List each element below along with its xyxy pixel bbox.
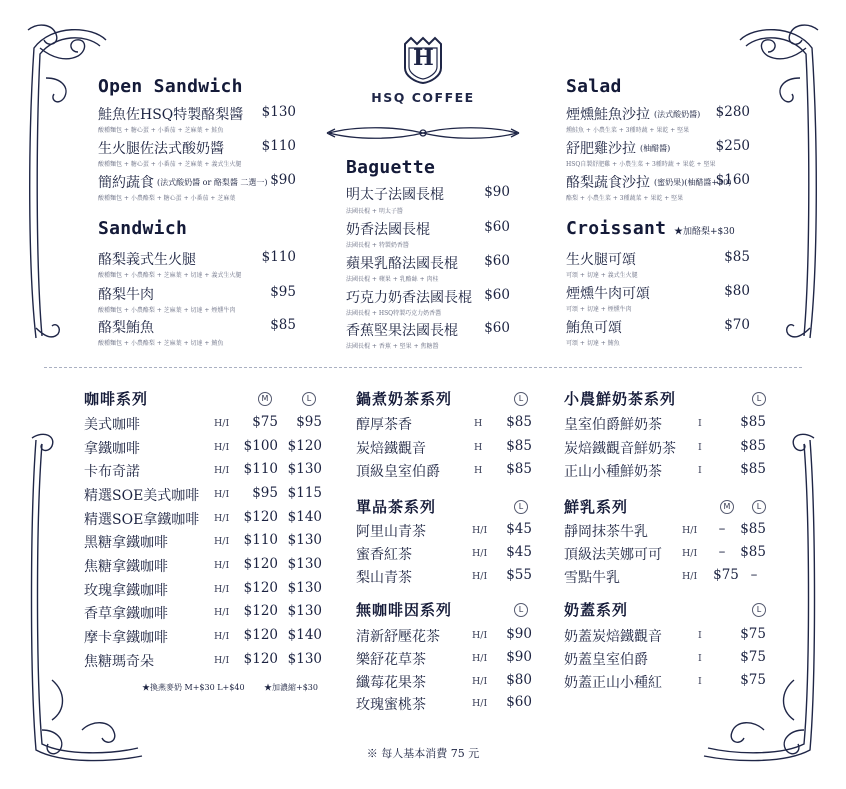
menu-item-name: 酪梨義式生火腿 bbox=[98, 252, 196, 268]
menu-item-price: $90 bbox=[506, 649, 532, 665]
menu-item-temp: H/I bbox=[682, 525, 698, 536]
menu-item-temp: H bbox=[474, 442, 483, 453]
menu-item-price: $85 bbox=[506, 438, 532, 454]
menu-item-price: $90 bbox=[484, 184, 510, 200]
menu-item-temp: I bbox=[698, 676, 702, 687]
menu-item-price-m: $100 bbox=[243, 438, 278, 454]
logo-letter: H bbox=[413, 45, 434, 71]
menu-item-note: (蜜奶果)(柚醋醬+30) bbox=[654, 178, 732, 187]
menu-item-name: 阿里山青茶 bbox=[356, 524, 426, 540]
menu-item-price-l: $95 bbox=[296, 414, 322, 430]
size-l-badge: L bbox=[302, 392, 316, 406]
croissant-title: Croissant bbox=[566, 218, 667, 239]
open-sandwich-title: Open Sandwich bbox=[98, 76, 243, 97]
menu-item-price-m: $120 bbox=[243, 509, 278, 525]
menu-item-temp: I bbox=[698, 442, 702, 453]
menu-item-price-l: $115 bbox=[287, 485, 322, 501]
menu-item-price-m: $75 bbox=[252, 414, 278, 430]
menu-item-price: $160 bbox=[715, 172, 750, 188]
decaf-title: 無咖啡因系列 bbox=[356, 601, 453, 619]
menu-item-desc: 可頌 + 切達 + 鮪魚 bbox=[566, 340, 620, 347]
menu-item-name: 醇厚茶香 bbox=[356, 417, 412, 433]
menu-item-desc: 酸種麵包 + 小農酪梨 + 糖心蛋 + 小番茄 + 芝麻葉 bbox=[98, 195, 236, 202]
minimum-charge-note: ※ 每人基本消費 75 元 bbox=[366, 747, 480, 760]
menu-item-temp: H/I bbox=[214, 489, 230, 500]
menu-item-temp: H bbox=[474, 418, 483, 429]
menu-item-note: (柚醋醬) bbox=[640, 144, 671, 153]
menu-item-price: $110 bbox=[261, 249, 296, 265]
menu-item-price: $85 bbox=[506, 414, 532, 430]
menu-item-temp: H/I bbox=[214, 465, 230, 476]
menu-item-temp: H/I bbox=[214, 418, 230, 429]
menu-item-temp: H/I bbox=[472, 676, 488, 687]
menu-item-name: 炭焙鐵觀音鮮奶茶 bbox=[564, 441, 676, 457]
menu-item-price-l: $130 bbox=[287, 532, 322, 548]
menu-item-price: $55 bbox=[506, 567, 532, 583]
menu-item-price: $45 bbox=[506, 521, 532, 537]
menu-item-temp: H/I bbox=[472, 525, 488, 536]
salad-title: Salad bbox=[566, 76, 622, 97]
fresh-milk-title: 鮮乳系列 bbox=[564, 498, 629, 516]
corner-ornament-bottom-left-icon bbox=[22, 430, 152, 770]
size-l-badge: L bbox=[752, 500, 766, 514]
menu-item-temp: H/I bbox=[214, 631, 230, 642]
menu-item-name: 簡約蔬食 bbox=[98, 175, 154, 191]
menu-item-temp: H/I bbox=[214, 442, 230, 453]
menu-item-price-l: $140 bbox=[287, 627, 322, 643]
menu-item-name: 酪梨牛肉 bbox=[98, 287, 154, 303]
menu-item-price: $75 bbox=[740, 672, 766, 688]
menu-item-temp: H/I bbox=[472, 630, 488, 641]
menu-item-name: 奶蓋炭焙鐵觀音 bbox=[564, 629, 662, 645]
menu-item-price: $60 bbox=[484, 253, 510, 269]
menu-item-desc: 酸種麵包 + 小農酪梨 + 芝麻葉 + 切達 + 煙燻牛肉 bbox=[98, 307, 236, 314]
menu-item-price-l: $130 bbox=[287, 651, 322, 667]
menu-item-price: $75 bbox=[740, 626, 766, 642]
menu-item-price: $280 bbox=[715, 104, 750, 120]
menu-item-price-m: $95 bbox=[252, 485, 278, 501]
menu-item-name: 卡布奇諾 bbox=[84, 464, 140, 480]
menu-item-price: $85 bbox=[270, 317, 296, 333]
menu-item-price-m: $75 bbox=[713, 567, 739, 583]
menu-item-desc: 酸種麵包 + 糖心蛋 + 小番茄 + 芝麻葉 + 鮭魚 bbox=[98, 127, 224, 134]
milk-cap-title: 奶蓋系列 bbox=[564, 601, 629, 619]
menu-item-price: $60 bbox=[506, 694, 532, 710]
menu-item-price: $80 bbox=[724, 283, 750, 299]
menu-item-temp: H/I bbox=[472, 548, 488, 559]
menu-item-desc: 酪梨 + 小農生菜 + 3種蔬菜 + 果乾 + 堅果 bbox=[566, 195, 684, 202]
oat-milk-note: ★換燕麥奶 M+$30 L+$40 bbox=[142, 683, 245, 692]
menu-item-name: 焦糖瑪奇朵 bbox=[84, 654, 154, 670]
menu-item-name: 煙燻牛肉可頌 bbox=[566, 286, 650, 302]
menu-item-price-m: $110 bbox=[243, 461, 278, 477]
menu-item-desc: 酸種麵包 + 小農酪梨 + 芝麻葉 + 切達 + 鮪魚 bbox=[98, 340, 224, 347]
menu-item-name: 精選SOE美式咖啡 bbox=[84, 488, 200, 504]
menu-item-name: 煙燻鮭魚沙拉 bbox=[566, 107, 650, 123]
single-tea-title: 單品茶系列 bbox=[356, 498, 437, 516]
sandwich-title: Sandwich bbox=[98, 218, 188, 239]
menu-item-name: 蜜香紅茶 bbox=[356, 547, 412, 563]
menu-item-price: $60 bbox=[484, 287, 510, 303]
menu-item-price: $75 bbox=[740, 649, 766, 665]
menu-item-price: $70 bbox=[724, 317, 750, 333]
divider-scroll-icon bbox=[325, 124, 521, 142]
menu-item-name: 纖莓花果茶 bbox=[356, 675, 426, 691]
menu-item-desc: 法國長棍 + HSQ特製巧克力奶香醬 bbox=[346, 310, 442, 317]
size-l-badge: L bbox=[514, 392, 528, 406]
baguette-title: Baguette bbox=[346, 157, 436, 178]
menu-item-price-l: $85 bbox=[740, 544, 766, 560]
menu-item-name: 雪點牛乳 bbox=[564, 570, 620, 586]
menu-item-name: 奶香法國長棍 bbox=[346, 222, 430, 238]
menu-item-name: 摩卡拿鐵咖啡 bbox=[84, 630, 168, 646]
menu-item-price-m: $120 bbox=[243, 603, 278, 619]
menu-item-price: $90 bbox=[270, 172, 296, 188]
menu-item-price-m: $120 bbox=[243, 651, 278, 667]
size-l-badge: L bbox=[514, 500, 528, 514]
menu-item-price: $90 bbox=[506, 626, 532, 642]
menu-item-desc: 法國長棍 + 特製奶香醬 bbox=[346, 242, 409, 249]
menu-item-price: $110 bbox=[261, 138, 296, 154]
menu-item-name: 玫瑰拿鐵咖啡 bbox=[84, 583, 168, 599]
section-divider bbox=[44, 367, 802, 368]
menu-item-desc: 可頌 + 切達 + 義式生火腿 bbox=[566, 272, 638, 279]
menu-item-name: 拿鐵咖啡 bbox=[84, 441, 140, 457]
menu-item-name: 奶蓋正山小種紅 bbox=[564, 675, 662, 691]
menu-item-name: 鮪魚可頌 bbox=[566, 320, 622, 336]
menu-item-name: 生火腿可頌 bbox=[566, 252, 636, 268]
menu-item-name: 舒肥雞沙拉 bbox=[566, 141, 636, 157]
menu-item-price: $60 bbox=[484, 320, 510, 336]
menu-item-name: 酪梨蔬食沙拉 bbox=[566, 175, 650, 191]
menu-item-price: $85 bbox=[740, 438, 766, 454]
menu-item-desc: 燻鮭魚 + 小農生菜 + 3種時蔬 + 果乾 + 堅果 bbox=[566, 127, 690, 134]
menu-item-price-m: – bbox=[718, 521, 726, 537]
menu-item-note: (法式酸奶醬) bbox=[654, 110, 701, 119]
menu-item-price: $85 bbox=[740, 461, 766, 477]
menu-item-temp: H/I bbox=[214, 607, 230, 618]
menu-item-temp: H/I bbox=[214, 584, 230, 595]
menu-item-name: 香草拿鐵咖啡 bbox=[84, 606, 168, 622]
menu-item-name: 皇室伯爵鮮奶茶 bbox=[564, 417, 662, 433]
menu-item-temp: H/I bbox=[472, 653, 488, 664]
menu-item-desc: 可頌 + 切達 + 煙燻牛肉 bbox=[566, 306, 632, 313]
menu-item-name: 靜岡抹茶牛乳 bbox=[564, 524, 648, 540]
menu-item-price-m: – bbox=[718, 544, 726, 560]
menu-item-temp: H/I bbox=[682, 571, 698, 582]
menu-item-temp: I bbox=[698, 653, 702, 664]
corner-ornament-bottom-right-icon bbox=[694, 430, 824, 770]
menu-item-price: $60 bbox=[484, 219, 510, 235]
menu-item-name: 焦糖拿鐵咖啡 bbox=[84, 559, 168, 575]
menu-item-name: 炭焙鐵觀音 bbox=[356, 441, 426, 457]
menu-item-name: 巧克力奶香法國長棍 bbox=[346, 290, 472, 306]
boiled-milk-tea-title: 鍋煮奶茶系列 bbox=[356, 390, 453, 408]
menu-item-temp: H/I bbox=[472, 698, 488, 709]
menu-item-temp: H bbox=[474, 465, 483, 476]
menu-item-temp: H/I bbox=[214, 513, 230, 524]
menu-item-desc: HSQ自製舒肥雞 + 小農生菜 + 3種時蔬 + 果乾 + 堅果 bbox=[566, 161, 716, 168]
menu-item-temp: H/I bbox=[214, 655, 230, 666]
menu-item-name: 樂舒花草茶 bbox=[356, 652, 426, 668]
menu-item-name: 明太子法國長棍 bbox=[346, 187, 444, 203]
menu-item-name: 玫瑰蜜桃茶 bbox=[356, 697, 426, 713]
menu-item-price-l: $120 bbox=[287, 438, 322, 454]
size-l-badge: L bbox=[752, 392, 766, 406]
menu-item-price-l: $130 bbox=[287, 580, 322, 596]
menu-item-temp: I bbox=[698, 465, 702, 476]
menu-item-temp: H/I bbox=[214, 560, 230, 571]
menu-item-name: 生火腿佐法式酸奶醬 bbox=[98, 141, 224, 157]
size-m-badge: M bbox=[258, 392, 272, 406]
menu-item-price: $85 bbox=[740, 414, 766, 430]
extra-shot-note: ★加濃縮+$30 bbox=[264, 683, 318, 692]
menu-item-temp: H/I bbox=[472, 571, 488, 582]
menu-item-desc: 法國長棍 + 香蕉 + 堅果 + 焦糖醬 bbox=[346, 343, 439, 350]
menu-item-price: $80 bbox=[506, 672, 532, 688]
menu-item-name: 奶蓋皇室伯爵 bbox=[564, 652, 648, 668]
menu-item-price: $250 bbox=[715, 138, 750, 154]
menu-item-name: 黑糖拿鐵咖啡 bbox=[84, 535, 168, 551]
menu-item-name: 蘋果乳酪法國長棍 bbox=[346, 256, 458, 272]
menu-item-temp: H/I bbox=[214, 536, 230, 547]
menu-item-price: $85 bbox=[506, 461, 532, 477]
menu-item-price-m: $110 bbox=[243, 532, 278, 548]
menu-item-price-l: $130 bbox=[287, 556, 322, 572]
menu-item-price-l: – bbox=[750, 567, 758, 583]
menu-item-price-l: $130 bbox=[287, 603, 322, 619]
menu-item-name: 清新舒壓花茶 bbox=[356, 629, 440, 645]
coffee-title: 咖啡系列 bbox=[84, 390, 149, 408]
menu-item-name: 精選SOE拿鐵咖啡 bbox=[84, 512, 200, 528]
menu-item-desc: 酸種麵包 + 小農酪梨 + 芝麻葉 + 切達 + 義式生火腿 bbox=[98, 272, 242, 279]
menu-item-name: 正山小種鮮奶茶 bbox=[564, 464, 662, 480]
croissant-note: ★加酪梨+$30 bbox=[674, 227, 735, 237]
menu-item-name: 酪梨鮪魚 bbox=[98, 320, 154, 336]
menu-item-price-l: $85 bbox=[740, 521, 766, 537]
menu-item-price-m: $120 bbox=[243, 556, 278, 572]
menu-item-temp: I bbox=[698, 418, 702, 429]
menu-item-price: $85 bbox=[724, 249, 750, 265]
size-l-badge: L bbox=[752, 603, 766, 617]
menu-item-temp: I bbox=[698, 630, 702, 641]
menu-item-price: $45 bbox=[506, 544, 532, 560]
menu-item-price-l: $140 bbox=[287, 509, 322, 525]
menu-item-desc: 法國長棍 + 明太子醬 bbox=[346, 208, 403, 215]
menu-item-name: 頂級法芙娜可可 bbox=[564, 547, 662, 563]
menu-item-desc: 法國長棍 + 蘋果 + 乳酪絲 + 肉桂 bbox=[346, 276, 439, 283]
menu-item-price-m: $120 bbox=[243, 627, 278, 643]
menu-item-desc: 酸種麵包 + 糖心蛋 + 小番茄 + 芝麻葉 + 義式生火腿 bbox=[98, 161, 242, 168]
menu-item-name: 鮭魚佐HSQ特製酪梨醬 bbox=[98, 107, 244, 123]
menu-item-name: 美式咖啡 bbox=[84, 417, 140, 433]
menu-item-price-m: $120 bbox=[243, 580, 278, 596]
menu-item-name: 頂級皇室伯爵 bbox=[356, 464, 440, 480]
menu-item-name: 梨山青茶 bbox=[356, 570, 412, 586]
brand-name: HSQ COFFEE bbox=[371, 90, 475, 105]
menu-item-note: (法式酸奶醬 or 酪梨醬 二選一) bbox=[157, 178, 268, 187]
menu-item-price: $95 bbox=[270, 284, 296, 300]
size-l-badge: L bbox=[514, 603, 528, 617]
menu-item-price: $130 bbox=[261, 104, 296, 120]
menu-item-name: 香蕉堅果法國長棍 bbox=[346, 323, 458, 339]
menu-item-temp: H/I bbox=[682, 548, 698, 559]
size-m-badge: M bbox=[720, 500, 734, 514]
farm-milk-tea-title: 小農鮮奶茶系列 bbox=[564, 390, 677, 408]
menu-item-price-l: $130 bbox=[287, 461, 322, 477]
